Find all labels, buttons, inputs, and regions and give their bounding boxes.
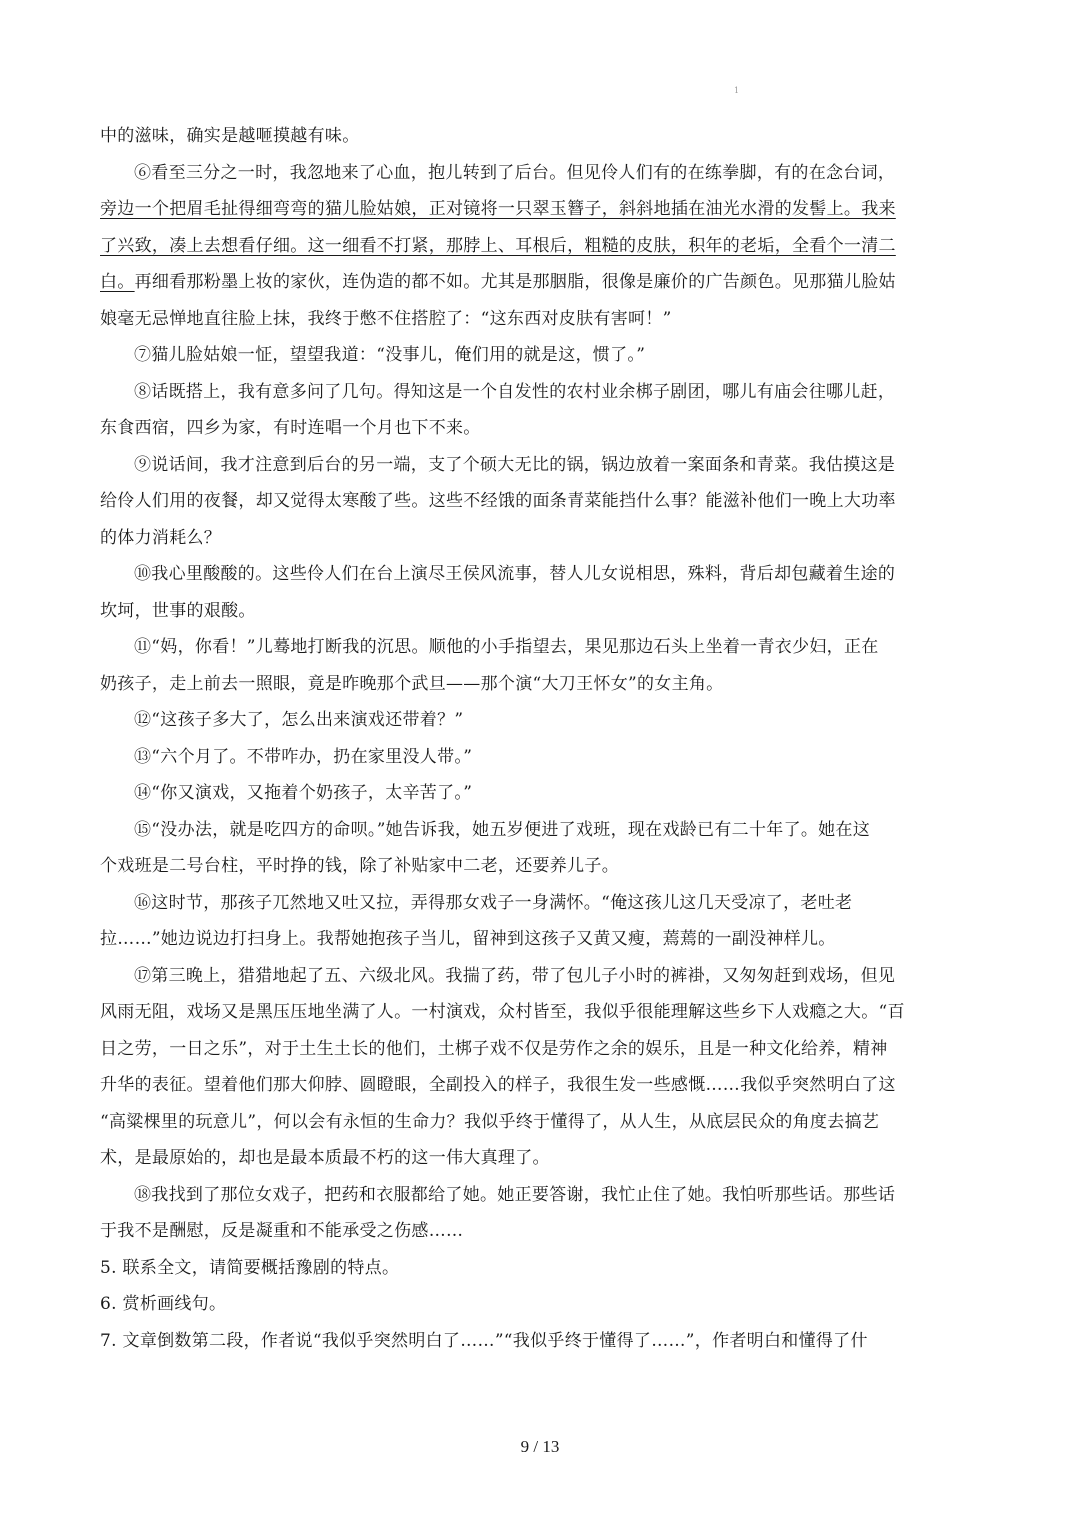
text-line: 术，是最原始的，却也是最本质最不朽的这一伟大真理了。: [100, 1148, 550, 1168]
paragraph-17: ⑰第三晚上，猎猎地起了五、六级北风。我揣了药，带了包儿子小时的裤褂，又匆匆赶到戏场，但见: [134, 965, 896, 986]
text-line: 个戏班是二号台柱，平时挣的钱，除了补贴家中二老，还要养儿子。: [100, 856, 619, 876]
underlined-sentence: 了兴致，凑上去想看仔细。这一细看不打紧，那脖上、耳根后，粗糙的皮肤，积年的老垢，全看个一清二: [100, 235, 896, 256]
text-line: 娘毫无忌惮地直往脸上抹，我终于憋不住搭腔了：“这东西对皮肤有害呵！”: [100, 308, 672, 329]
question-6: 6. 赏析画线句。: [100, 1294, 227, 1314]
text-line: 中的滋味，确实是越咂摸越有味。: [100, 126, 360, 146]
text-line: 东食西宿，四乡为家，有时连唱一个月也下不来。: [100, 418, 481, 438]
paragraph-13: ⑬“六个月了。不带咋办，扔在家里没人带。”: [134, 746, 473, 767]
page-number: 9 / 13: [520, 1437, 560, 1456]
paragraph-11: ⑪“妈，你看！”儿蓦地打断我的沉思。顺他的小手指望去，果见那边石头上坐着一青衣少妇，正在: [134, 637, 879, 657]
paragraph-14: ⑭“你又演戏，又拖着个奶孩子，太辛苦了。”: [134, 783, 473, 803]
paragraph-9: ⑨说话间，我才注意到后台的另一端，支了个硕大无比的锅，锅边放着一案面条和青菜。我估摸这是: [134, 454, 896, 475]
paragraph-18: ⑱我找到了那位女戏子，把药和衣服都给了她。她正要答谢，我忙止住了她。我怕听那些话。那些话: [134, 1184, 896, 1205]
text-line: 风雨无阻，戏场又是黑压压地坐满了人。一村演戏，众村皆至，我似乎很能理解这些乡下人戏瘾之大。“百: [100, 1002, 905, 1022]
page-mark: 1: [734, 86, 740, 95]
text-line: 的体力消耗么？: [100, 527, 222, 548]
text-span: 再细看那粉墨上妆的家伙，连伪造的都不如。尤其是那胭脂，很像是廉价的广告颜色。见那猫儿脸姑: [134, 272, 896, 292]
text-line: [100, 272, 980, 292]
paragraph-8: ⑧话既搭上，我有意多问了几句。得知这是一个自发性的农村业余梆子剧团，哪儿有庙会往哪儿赶，: [134, 381, 896, 402]
text-line: 坎坷，世事的艰酸。: [100, 600, 256, 621]
paragraph-16: ⑯这时节，那孩子兀然地又吐又拉，弄得那女戏子一身满怀。“俺这孩儿这几天受凉了，老吐老: [134, 892, 853, 913]
text-line: 拉……”她边说边打扫身上。我帮她抱孩子当儿，留神到这孩子又黄又瘦，蔫蔫的一副没神样儿。: [100, 929, 836, 949]
paragraph-10: ⑩我心里酸酸的。这些伶人们在台上演尽王侯风流事，替人儿女说相思，殊料，背后却包藏着生途的: [134, 564, 896, 584]
paragraph-7: ⑦猫儿脸姑娘一怔，望望我道：“没事儿，俺们用的就是这，惯了。”: [134, 345, 646, 365]
document-body: [100, 126, 980, 1367]
text-line: 日之劳，一日之乐”，对于土生土长的他们，土梆子戏不仅是劳作之余的娱乐，且是一种文化给养，精神: [100, 1038, 888, 1059]
text-line: 于我不是酬慰，反是凝重和不能承受之伤感……: [100, 1221, 464, 1241]
paragraph-15: ⑮“没办法，就是吃四方的命呗。”她告诉我，她五岁便进了戏班，现在戏龄已有二十年了。她在这: [134, 819, 871, 840]
question-5: 5. 联系全文，请简要概括豫剧的特点。: [100, 1257, 400, 1278]
text-line: 升华的表征。望着他们那大仰脖、圆瞪眼，全副投入的样子，我很生发一些感慨……我似乎突然明白了这: [100, 1075, 896, 1095]
underlined-sentence: 白。: [100, 272, 135, 292]
question-7: 7. 文章倒数第二段，作者说“我似乎突然明白了……”“我似乎终于懂得了……”，作者明白和懂得了什: [100, 1330, 868, 1351]
paragraph-12: ⑫“这孩子多大了，怎么出来演戏还带着？”: [134, 710, 464, 730]
underlined-sentence: 旁边一个把眉毛扯得细弯弯的猫儿脸姑娘，正对镜将一只翠玉簪子，斜斜地插在油光水滑的发髻上。我来: [100, 199, 896, 219]
paragraph-6: ⑥看至三分之一时，我忽地来了心血，抱儿转到了后台。但见伶人们有的在练拳脚，有的在念台词，: [134, 162, 896, 183]
text-line: 奶孩子，走上前去一照眼，竟是昨晚那个武旦——那个演“大刀王怀女”的女主角。: [100, 673, 724, 694]
text-line: “高粱棵里的玩意儿”，何以会有永恒的生命力？我似乎终于懂得了，从人生，从底层民众的角度去搞艺: [100, 1111, 880, 1132]
text-line: 给伶人们用的夜餐，却又觉得太寒酸了些。这些不经饿的面条青菜能挡什么事？能滋补他们一晚上大功率: [100, 491, 896, 511]
